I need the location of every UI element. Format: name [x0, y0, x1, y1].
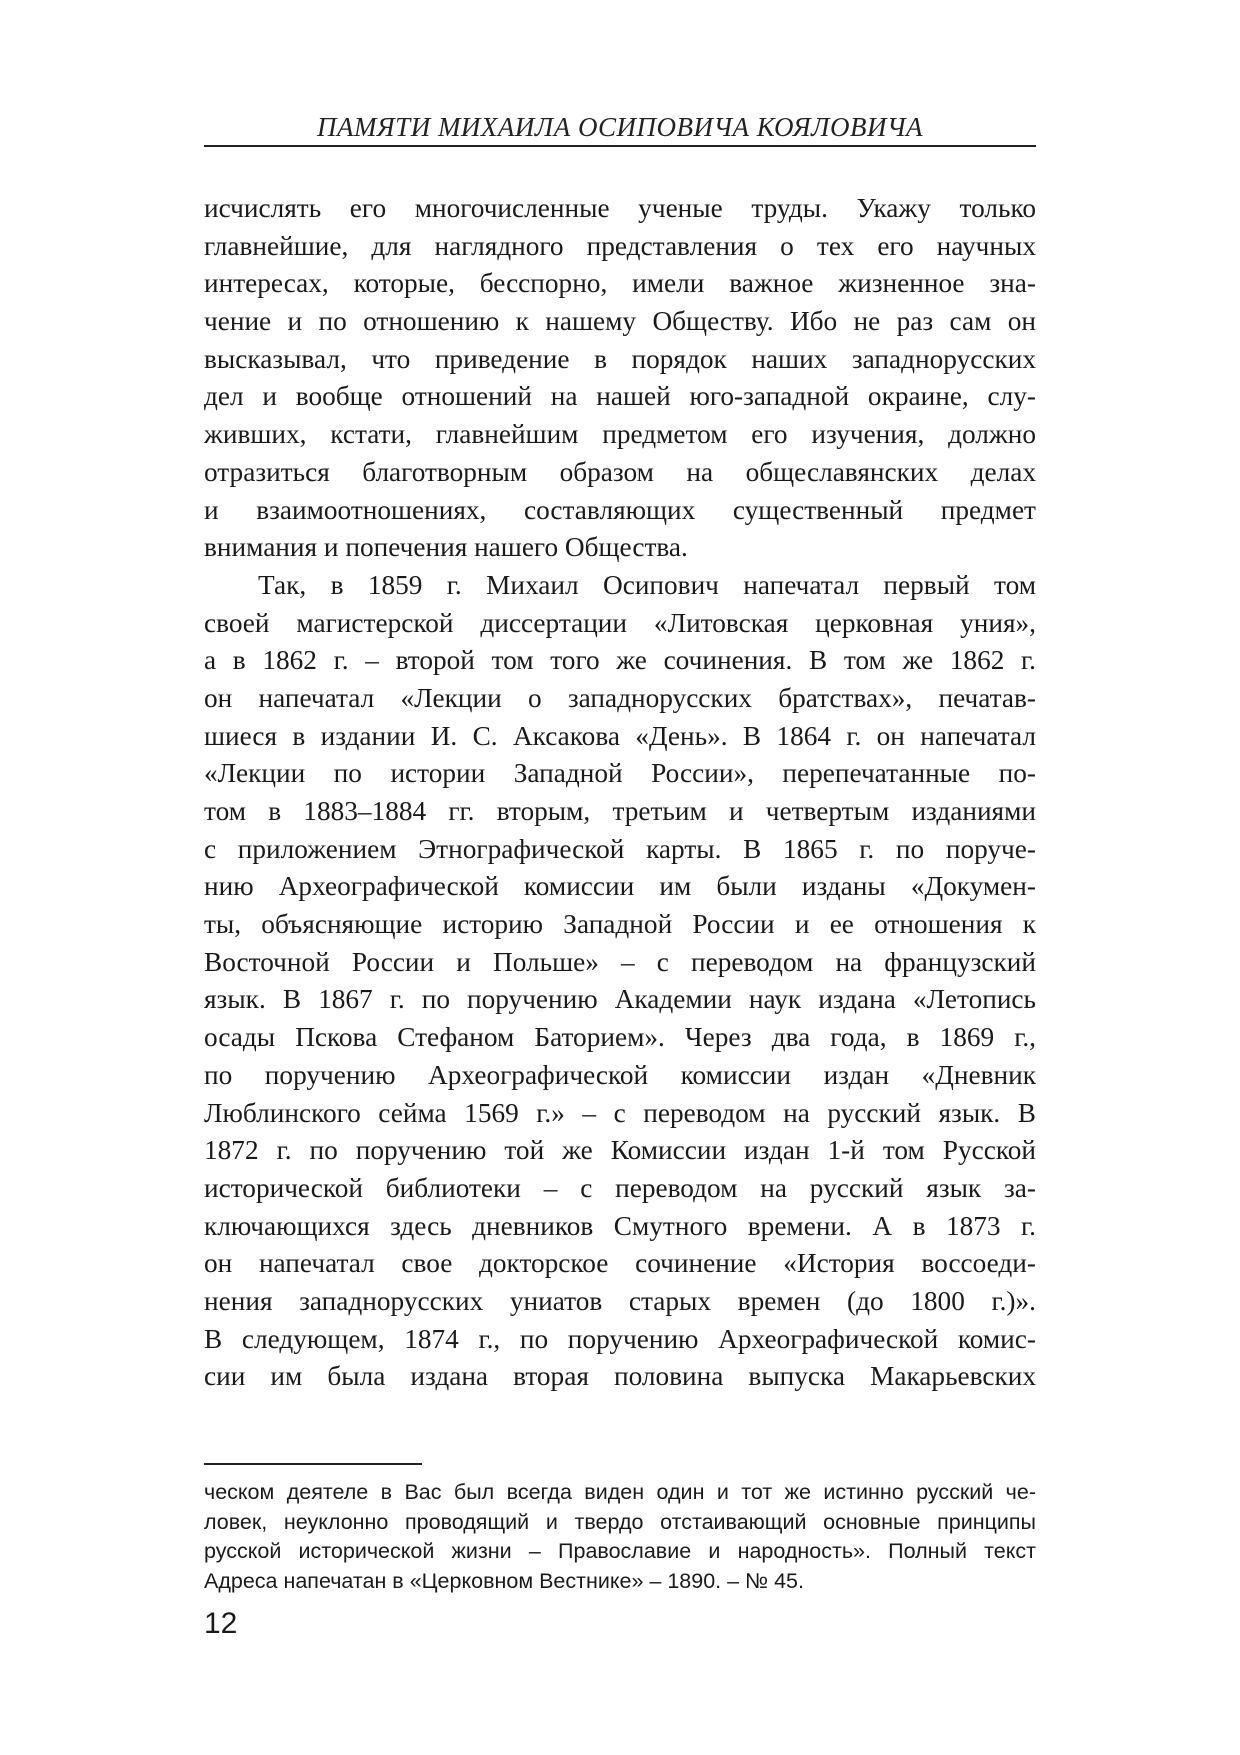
body-text: [204, 190, 1036, 1396]
body-line: исторической библиотеки – с переводом на русский язык за-: [204, 1172, 1036, 1203]
body-line: осады Пскова Стефаном Баторием». Через два года, в 1869 г.,: [204, 1022, 1036, 1053]
body-line: он напечатал свое докторское сочинение «История воссоеди-: [204, 1248, 1036, 1279]
body-line: с приложением Этнографической карты. В 1865 г. по поруче-: [204, 833, 1036, 864]
body-line: том в 1883–1884 гг. вторым, третьим и четвертым изданиями: [204, 796, 1036, 826]
footnote: [204, 1478, 1036, 1596]
footnote-line: ческом деятеле в Вас был всегда виден один и тот же истинно русский че-: [204, 1480, 1036, 1504]
footnote-line: русской исторической жизни – Православие и народность». Полный текст: [204, 1539, 1036, 1563]
body-line: по поручению Археографической комиссии издан «Дневник: [204, 1059, 1036, 1090]
body-line: внимания и попечения нашего Общества.: [204, 532, 688, 563]
body-line: и взаимоотношениях, составляющих существенный предмет: [204, 494, 1036, 525]
body-line: живших, кстати, главнейшим предметом его изучения, должно: [204, 419, 1036, 450]
body-line: Так, в 1859 г. Михаил Осипович напечатал первый том: [258, 569, 1036, 600]
body-line: высказывал, что приведение в порядок наших западнорусских: [204, 343, 1036, 374]
body-line: главнейшие, для наглядного представления о тех его научных: [204, 230, 1036, 261]
body-line: интересах, которые, бесспорно, имели важное жизненное зна-: [204, 268, 1036, 299]
body-line: дел и вообще отношений на нашей юго-западной окраине, слу-: [204, 381, 1036, 412]
body-line: ты, объясняющие историю Западной России и ее отношения к: [204, 909, 1036, 940]
body-line: а в 1862 г. – второй том того же сочинения. В том же 1862 г.: [204, 645, 1036, 676]
body-line: «Лекции по истории Западной России», перепечатанные по-: [204, 758, 1036, 789]
footnote-line: ловек, неуклонно проводящий и твердо отстаивающий основные принципы: [204, 1509, 1036, 1534]
body-line: нения западнорусских униатов старых времен (до 1800 г.)».: [204, 1285, 1036, 1316]
body-line: чение и по отношению к нашему Обществу. Ибо не раз сам он: [204, 306, 1036, 337]
footnote-line: Адреса напечатан в «Церковном Вестнике» – 1890. – № 45.: [204, 1568, 804, 1593]
body-line: язык. В 1867 г. по поручению Академии наук издана «Летопись: [204, 984, 1036, 1015]
body-line: 1872 г. по поручению той же Комиссии издан 1-й том Русской: [204, 1135, 1036, 1166]
page-number: 12: [204, 1607, 238, 1640]
running-head-rule: [204, 145, 1036, 147]
body-line: В следующем, 1874 г., по поручению Археографической комис-: [204, 1323, 1036, 1354]
running-head: ПАМЯТИ МИХАИЛА ОСИПОВИЧА КОЯЛОВИЧА: [316, 112, 924, 142]
body-line: отразиться благотворным образом на общеславянских делах: [204, 456, 1036, 487]
footnote-rule: [204, 1463, 422, 1465]
body-line: своей магистерской диссертации «Литовская церковная уния»,: [204, 607, 1036, 638]
body-line: он напечатал «Лекции о западнорусских братствах», печатав-: [204, 682, 1036, 713]
body-line: Люблинского сейма 1569 г.» – с переводом на русский язык. В: [204, 1097, 1036, 1128]
body-line: нию Археографической комиссии им были изданы «Докумен-: [204, 871, 1036, 902]
body-line: исчислять его многочисленные ученые труды. Укажу только: [204, 193, 1036, 223]
body-line: сии им была издана вторая половина выпуска Макарьевских: [204, 1361, 1036, 1392]
body-line: ключающихся здесь дневников Смутного времени. А в 1873 г.: [204, 1210, 1036, 1241]
body-line: Восточной России и Польше» – с переводом на французский: [204, 946, 1036, 977]
body-line: шиеся в издании И. С. Аксакова «День». В 1864 г. он напечатал: [204, 720, 1036, 751]
